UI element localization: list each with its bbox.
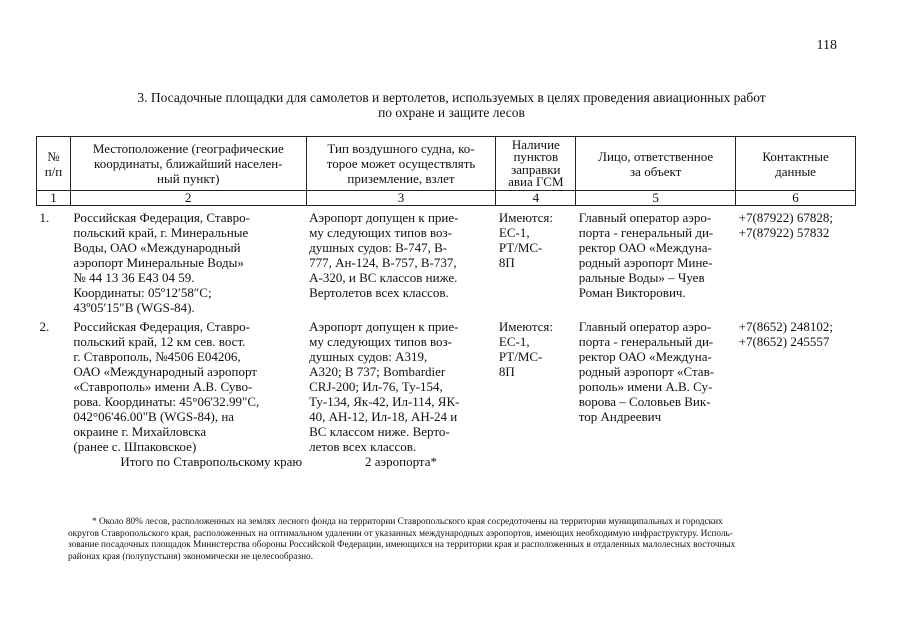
responsible-cell: Главный оператор аэро- порта - генеральный ди- ректор ОАО «Междуна- родный аэропорт «Став- рополь» имени А.В. Су- ворова – Соловьев Вик- тор Андреевич [578, 319, 715, 424]
footnote-line: округов Ставропольского края, расположенных на оптимальном удалении от указанных международных аэропортов, имеющих необходимую инфраструктуру. Исполь- [68, 528, 733, 539]
column-numbers-row [37, 191, 856, 206]
fuel-cell: Имеются: ЕС-1, РТ/МС- 8П [498, 319, 554, 379]
column-number: 2 [70, 191, 306, 206]
header-aircraft-type: Тип воздушного судна, ко- торое может осуществлять приземление, взлет [306, 137, 496, 191]
column-number: 6 [736, 191, 856, 206]
page-number: 118 [816, 38, 837, 53]
header-responsible: Лицо, ответственное за объект [576, 137, 736, 191]
column-number: 3 [306, 191, 496, 206]
column-number: 1 [37, 191, 71, 206]
title-line: по охране и защите лесов [378, 105, 525, 120]
footnote-line: зование посадочных площадок Министерства обороны Российской Федерации, имеющихся на территории края и расположенных в отдаленных малолесных восточных [68, 540, 736, 550]
header-number: № п/п [37, 137, 71, 191]
responsible-cell: Главный оператор аэро- порта - генеральный ди- ректор ОАО «Междуна- родный аэропорт Мине- ральные Воды» – Чуев Роман Викторович. [578, 210, 714, 300]
header-fuel: Наличие пунктов заправки авиа ГСМ [496, 137, 576, 191]
row-number: 1. [39, 210, 50, 225]
location-cell: Российская Федерация, Ставро- польский край, г. Минеральные Воды, ОАО «Международный аэропорт Минеральные Воды» № 44 13 36 Е43 04 59. Координаты: 05º12′58″С; 43º05′15″В (WGS-84). [73, 210, 250, 315]
footnote [68, 517, 858, 563]
row-number: 2. [39, 319, 50, 334]
total-label: Итого по Ставропольскому краю [120, 454, 303, 469]
fuel-cell: Имеются: ЕС-1, РТ/МС- 8П [498, 210, 554, 270]
table-row [37, 206, 856, 316]
location-cell: Российская Федерация, Ставро- польский край, 12 км сев. вост. г. Ставрополь, №4506 Е04206, ОАО «Международный аэропорт «Ставрополь» имени А.В. Суво- рова. Координаты: 45°06'32.99"С, 042°06'46.00"В (WGS-84), на окраине г. Михайловска (ранее с. Шпаковское) [73, 319, 260, 454]
footnote-line: районах края (полупустыня) экономически не целесообразно. [68, 551, 314, 562]
section-title [0, 90, 903, 120]
header-location: Местоположение (географические координаты, ближайший населен- ный пункт) [70, 137, 306, 191]
title-line: 3. Посадочные площадки для самолетов и вертолетов, используемых в целях проведения авиационных работ [137, 90, 766, 105]
header-row [37, 137, 856, 191]
aircraft-cell: Аэропорт допущен к прие- му следующих типов воз- душных судов: А319, А320; В 737; Bombardier CRJ-200; Ил-76, Ту-154, Ту-134, Як-42, Ил-114, ЯК- 40, АН-12, Ил-18, АН-24 и ВС классом ниже. Верто- летов всех классов. [309, 319, 460, 454]
aircraft-cell: Аэропорт допущен к прие- му следующих типов воз- душных судов: В-747, В- 777, Ан-124, В-757, В-737, А-320, и ВС классов ниже. Вертолетов всех классов. [309, 210, 459, 300]
contacts-cell: +7(87922) 67828; +7(87922) 57832 [738, 210, 833, 240]
table-row [37, 315, 856, 454]
column-number: 5 [576, 191, 736, 206]
total-row [37, 454, 856, 469]
airfields-table [36, 136, 856, 469]
column-number: 4 [496, 191, 576, 206]
contacts-cell: +7(8652) 248102; +7(8652) 245557 [738, 319, 833, 349]
footnote-line: * Около 80% лесов, расположенных на землях лесного фонда на территории Ставропольского края сосредоточены на территории муниципальных и городских [92, 517, 723, 527]
total-value: 2 аэропорта* [365, 454, 438, 469]
header-contacts: Контактные данные [736, 137, 856, 191]
